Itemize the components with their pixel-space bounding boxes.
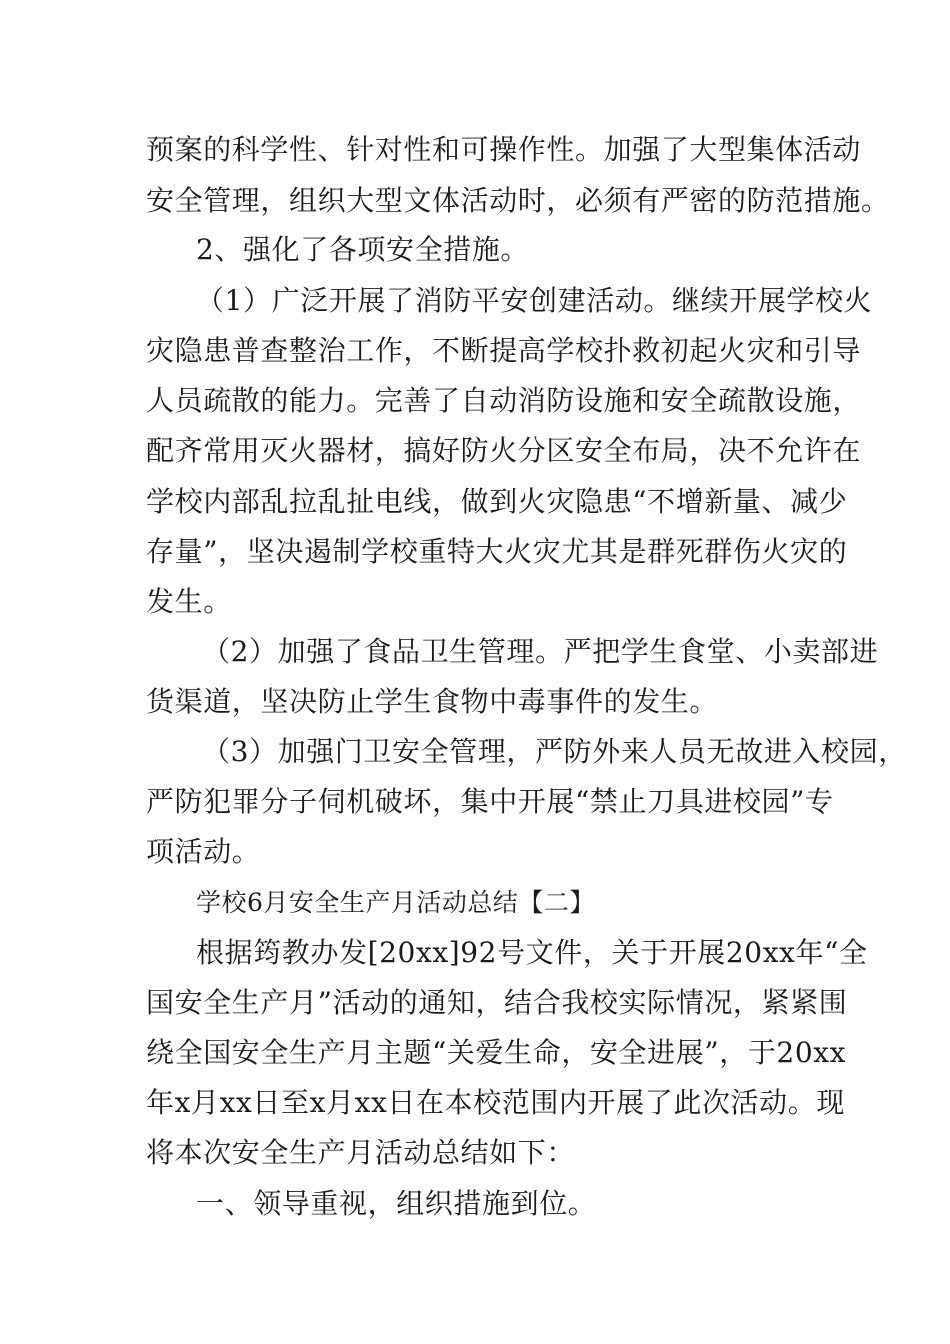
paragraph-line: 存量”，坚决遏制学校重特大火灾尤其是群死群伤火灾的 [146, 535, 848, 568]
paragraph-line: 发生。 [146, 585, 232, 618]
paragraph-line: 人员疏散的能力。完善了自动消防设施和安全疏散设施， [146, 384, 862, 417]
paragraph-line: （3）加强门卫安全管理，严防外来人员无故进入校园， [202, 735, 907, 768]
section-title: 学校6月安全生产月活动总结【二】 [196, 888, 595, 917]
paragraph-line: 绕全国安全生产月主题“关爱生命，安全进展”，于20xx [146, 1036, 847, 1069]
paragraph-line: 年x月xx日至x月xx日在本校范围内开展了此次活动。现 [146, 1086, 845, 1119]
paragraph-line: 配齐常用灭火器材，搞好防火分区安全布局，决不允许在 [146, 434, 862, 467]
paragraph-line: 灾隐患普查整治工作，不断提高学校扑救初起火灾和引导 [146, 334, 862, 367]
section-heading: 一、领导重视，组织措施到位。 [196, 1187, 597, 1220]
paragraph-line: 货渠道，坚决防止学生食物中毒事件的发生。 [146, 685, 719, 718]
paragraph-line: 将本次安全生产月活动总结如下： [146, 1136, 576, 1169]
paragraph-line: 预案的科学性、针对性和可操作性。加强了大型集体活动 [146, 133, 862, 166]
paragraph-line: （2）加强了食品卫生管理。严把学生食堂、小卖部进 [202, 635, 879, 668]
paragraph-line: 严防犯罪分子伺机破坏，集中开展“禁止刀具进校园”专 [146, 785, 834, 818]
paragraph-line: （1）广泛开展了消防平安创建活动。继续开展学校火 [196, 284, 873, 317]
section-heading: 2、强化了各项安全措施。 [196, 233, 530, 266]
paragraph-line: 国安全生产月”活动的通知，结合我校实际情况，紧紧围 [146, 986, 848, 1019]
paragraph-line: 根据筠教办发[20xx]92号文件，关于开展20xx年“全 [196, 936, 868, 969]
paragraph-line: 项活动。 [146, 835, 261, 868]
paragraph-line: 学校内部乱拉乱扯电线，做到火灾隐患“不增新量、减少 [146, 485, 848, 518]
paragraph-line: 安全管理，组织大型文体活动时，必须有严密的防范措施。 [146, 184, 890, 217]
